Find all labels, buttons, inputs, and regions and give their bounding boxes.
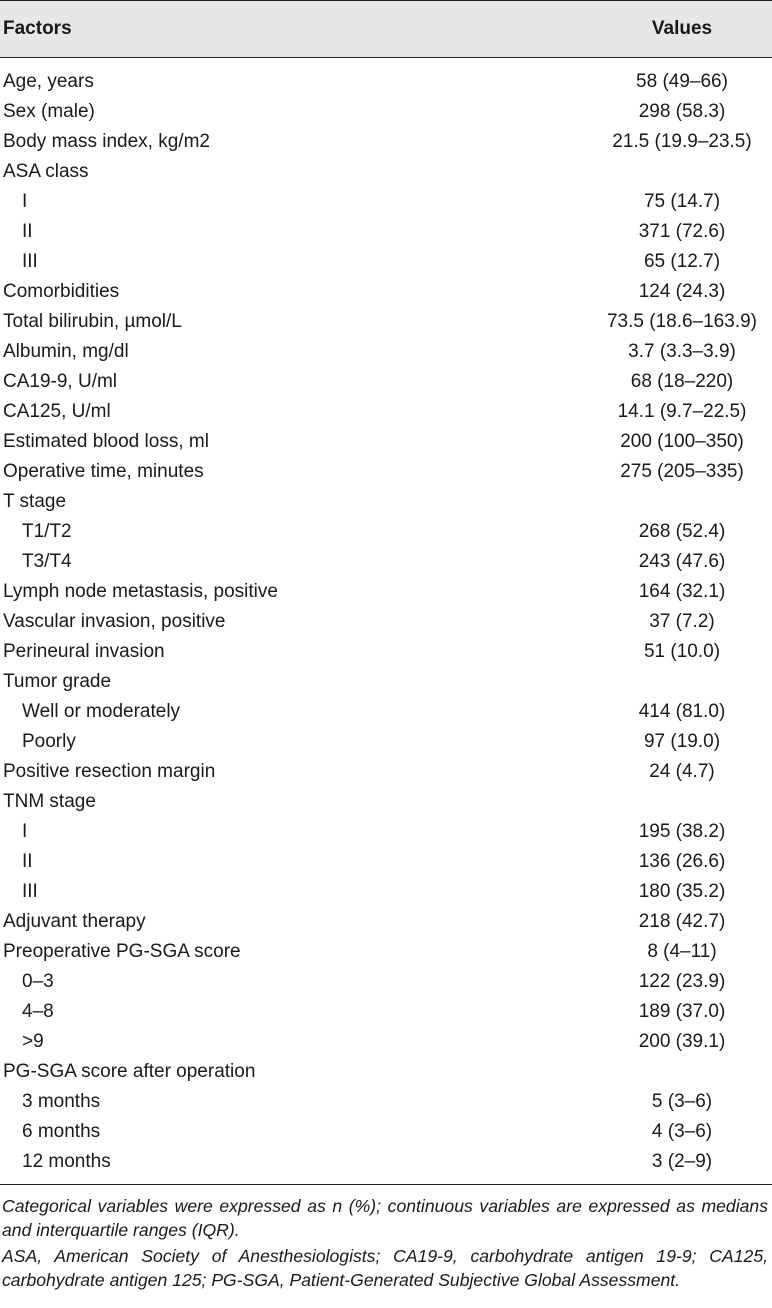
table-row <box>0 727 772 757</box>
row-value: 124 (24.3) <box>638 281 726 302</box>
table-row <box>0 817 772 847</box>
row-value: 200 (100–350) <box>620 431 744 452</box>
row-value: 75 (14.7) <box>643 191 721 212</box>
table-row <box>0 607 772 637</box>
row-value: 21.5 (19.9–23.5) <box>612 131 752 152</box>
row-value: 73.5 (18.6–163.9) <box>606 311 757 332</box>
row-factor-label: II <box>22 851 33 872</box>
row-value: 51 (10.0) <box>643 641 721 662</box>
row-factor-label: >9 <box>22 1031 44 1052</box>
table-row <box>0 247 772 277</box>
row-value: 5 (3–6) <box>651 1091 713 1112</box>
row-value: 275 (205–335) <box>620 461 744 482</box>
row-factor-label: CA19-9, U/ml <box>3 371 118 392</box>
table-row <box>0 637 772 667</box>
row-value: 164 (32.1) <box>638 581 726 602</box>
row-value: 4 (3–6) <box>651 1121 713 1142</box>
table-row <box>0 1147 772 1185</box>
row-factor-label: Age, years <box>3 71 94 92</box>
table-row <box>0 97 772 127</box>
row-value: 180 (35.2) <box>638 881 726 902</box>
table-row <box>0 877 772 907</box>
row-factor-label: Vascular invasion, positive <box>3 611 226 632</box>
table-row <box>0 697 772 727</box>
row-value: 65 (12.7) <box>643 251 721 272</box>
row-factor-label: 6 months <box>22 1121 101 1142</box>
table-row <box>0 427 772 457</box>
row-factor-label: Preoperative PG-SGA score <box>3 941 241 962</box>
row-value: 37 (7.2) <box>649 611 715 632</box>
table-row <box>0 547 772 577</box>
row-value: 58 (49–66) <box>636 71 728 92</box>
table-row <box>0 667 772 697</box>
row-value: 68 (18–220) <box>630 371 734 392</box>
row-factor-label: Poorly <box>22 731 76 752</box>
table-row <box>0 397 772 427</box>
row-value <box>592 667 772 697</box>
row-value: 3 (2–9) <box>592 1147 772 1185</box>
table-row <box>0 997 772 1027</box>
table-row <box>0 1027 772 1057</box>
row-factor-label: Operative time, minutes <box>3 461 204 482</box>
footnote-abbreviations: ASA, American Society of Anesthesiologists; CA19-9, carbohydrate antigen 19-9; CA125, carbohydrate antigen 125; PG-SGA, Patient-Generated Subjective Global Assessment. <box>2 1246 768 1290</box>
row-value <box>592 487 772 517</box>
row-factor-label: T3/T4 <box>22 551 72 572</box>
table-row <box>0 217 772 247</box>
row-value: 200 (39.1) <box>638 1031 726 1052</box>
row-value: 136 (26.6) <box>638 851 726 872</box>
table-row <box>0 787 772 817</box>
row-factor-label: Well or moderately <box>22 701 181 722</box>
table-row <box>0 937 772 967</box>
row-factor-label: T stage <box>3 491 67 512</box>
row-factor-label: Tumor grade <box>3 671 112 692</box>
row-factor-label: ASA class <box>3 161 89 182</box>
header-factors: Factors <box>0 1 592 58</box>
row-factor-label: 4–8 <box>22 1001 54 1022</box>
row-value: 195 (38.2) <box>638 821 726 842</box>
row-value <box>592 157 772 187</box>
table-row <box>0 367 772 397</box>
table-row <box>0 187 772 217</box>
row-factor-label: Comorbidities <box>3 281 120 302</box>
table-row <box>0 1087 772 1117</box>
row-value: 298 (58.3) <box>638 101 726 122</box>
row-factor-label: Sex (male) <box>3 101 95 122</box>
row-value: 122 (23.9) <box>638 971 726 992</box>
table-row <box>0 967 772 997</box>
table-row <box>0 517 772 547</box>
table-row <box>0 457 772 487</box>
row-factor-label: Lymph node metastasis, positive <box>3 581 278 602</box>
row-factor-label: Adjuvant therapy <box>3 911 146 932</box>
row-value: 14.1 (9.7–22.5) <box>617 401 747 422</box>
table-header-row <box>0 1 772 58</box>
row-value: 97 (19.0) <box>643 731 721 752</box>
row-factor-label: Body mass index, kg/m2 <box>3 131 210 152</box>
table-footnotes <box>0 1185 772 1292</box>
table-row <box>0 577 772 607</box>
row-value: 8 (4–11) <box>647 941 717 962</box>
table-row <box>0 127 772 157</box>
table-row <box>0 1117 772 1147</box>
row-value <box>592 1057 772 1087</box>
row-value: 268 (52.4) <box>638 521 726 542</box>
row-factor-label: Total bilirubin, µmol/L <box>3 311 182 332</box>
row-factor-label: Positive resection margin <box>3 761 216 782</box>
row-factor-label: 0–3 <box>22 971 54 992</box>
table-row <box>0 307 772 337</box>
table-row <box>0 907 772 937</box>
row-factor-label: 12 months <box>0 1147 592 1185</box>
row-value <box>592 787 772 817</box>
row-factor-label: T1/T2 <box>22 521 72 542</box>
row-value: 24 (4.7) <box>649 761 715 782</box>
row-factor-label: Estimated blood loss, ml <box>3 431 209 452</box>
table-row <box>0 757 772 787</box>
row-value: 414 (81.0) <box>638 701 726 722</box>
row-value: 218 (42.7) <box>638 911 726 932</box>
row-factor-label: 3 months <box>22 1091 101 1112</box>
row-factor-label: I <box>22 821 28 842</box>
row-factor-label: II <box>22 221 33 242</box>
row-factor-label: III <box>22 881 38 902</box>
row-factor-label: Perineural invasion <box>3 641 165 662</box>
table-row <box>0 847 772 877</box>
row-value: 3.7 (3.3–3.9) <box>628 341 736 362</box>
table-body <box>0 58 772 1185</box>
row-value: 371 (72.6) <box>638 221 726 242</box>
row-factor-label: III <box>22 251 38 272</box>
row-factor-label: I <box>22 191 28 212</box>
header-values: Values <box>592 1 772 58</box>
table-row <box>0 1057 772 1087</box>
table-row <box>0 487 772 517</box>
table-row <box>0 277 772 307</box>
row-factor-label: PG-SGA score after operation <box>3 1061 256 1082</box>
row-factor-label: Albumin, mg/dl <box>3 341 129 362</box>
table-row <box>0 157 772 187</box>
row-value: 243 (47.6) <box>638 551 726 572</box>
table-row <box>0 58 772 98</box>
row-value: 189 (37.0) <box>638 1001 726 1022</box>
row-factor-label: CA125, U/ml <box>3 401 111 422</box>
table-row <box>0 337 772 367</box>
row-factor-label: TNM stage <box>3 791 96 812</box>
footnote-variables: Categorical variables were expressed as n (%); continuous variables are expressed as medians and interquartile ranges (IQR). <box>2 1196 768 1240</box>
